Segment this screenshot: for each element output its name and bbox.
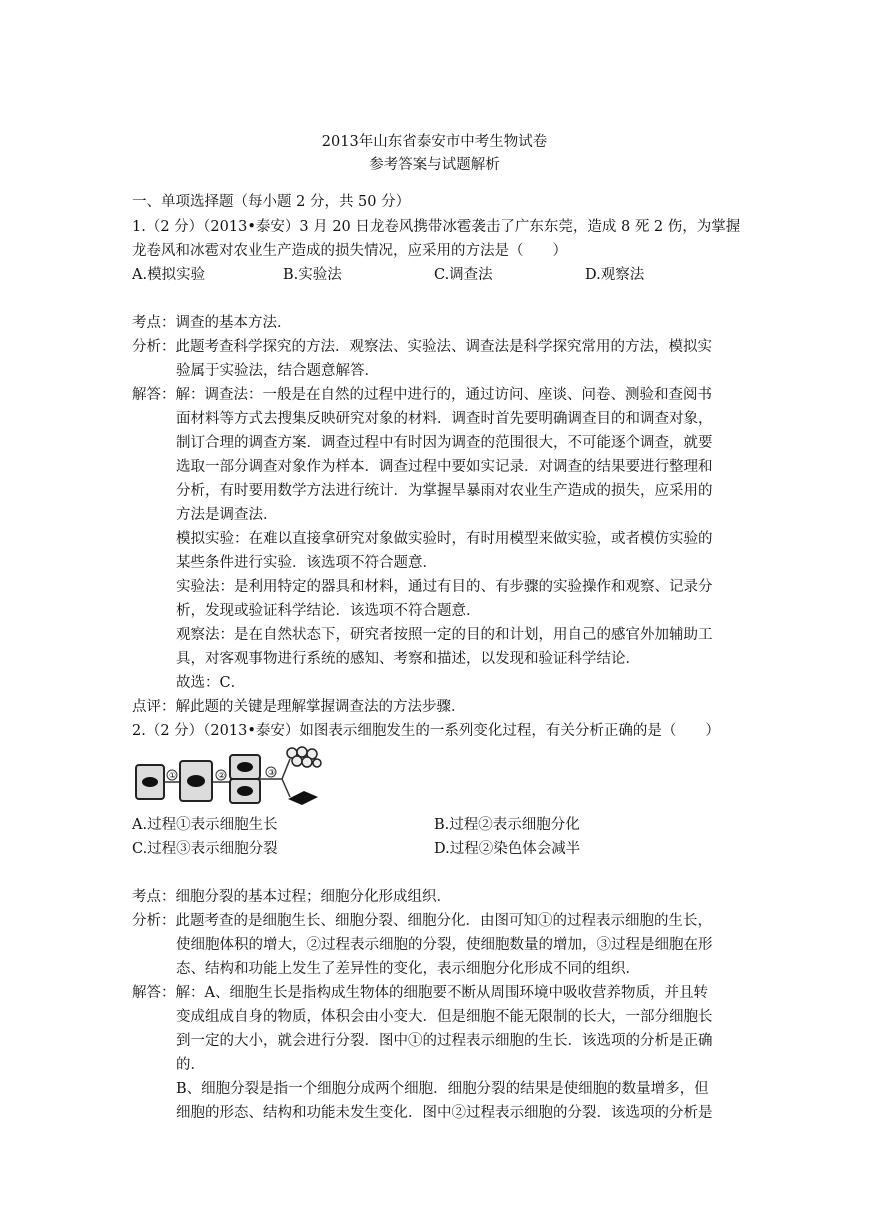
q1-option-d: D.观察法 (585, 267, 645, 283)
process-label-1: ① (169, 771, 177, 780)
q2-fenxi-line: 使细胞体积的增大，②过程表示细胞的分裂，使细胞数量的增加，③过程是细胞在形 (176, 937, 713, 953)
process-label-2: ② (218, 771, 226, 780)
q2-fenxi-line: 态、结构和功能上发生了差异性的变化，表示细胞分化形成不同的组织． (176, 961, 640, 977)
q2-jieda-line: 细胞的形态、结构和功能未发生变化．图中②过程表示细胞的分裂．该选项的分析是 (176, 1105, 713, 1121)
q2-jieda-line: B、细胞分裂是指一个细胞分成两个细胞．细胞分裂的结果是使细胞的数量增多，但 (176, 1081, 709, 1097)
q1-fenxi-line: 分析：此题考查科学探究的方法．观察法、实验法、调查法是科学探究常用的方法，模拟实 (132, 339, 712, 355)
q1-stem-line: 1.（2 分）（2013•泰安）3 月 20 日龙卷风携带冰雹袭击了广东东莞，造成 8 死 2 伤，为掌握 (132, 219, 741, 235)
q1-jieda-line: 观察法：是在自然状态下，研究者按照一定的目的和计划，用自己的感官外加辅助工 (176, 627, 713, 643)
q1-jieda-line: 具，对客观事物进行系统的感知、考察和描述，以发现和验证科学结论． (176, 651, 640, 667)
q1-jieda-line: 分析，有时要用数学方法进行统计．为掌握旱暴雨对农业生产造成的损失，应采用的 (176, 483, 713, 499)
q1-option-a: A.模拟实验 (132, 267, 206, 283)
q1-jieda-line: 析，发现或验证科学结论．该选项不符合题意． (176, 603, 481, 619)
doc-subtitle: 参考答案与试题解析 (369, 157, 500, 173)
q2-fenxi-line: 分析：此题考查的是细胞生长、细胞分裂、细胞分化．由图可知①的过程表示细胞的生长， (132, 913, 712, 929)
q1-fenxi-line: 验属于实验法，结合题意解答． (176, 363, 379, 379)
q2-option-a: A.过程①表示细胞生长 (132, 817, 278, 833)
q2-option-c: C.过程③表示细胞分裂 (132, 841, 278, 857)
q1-dianping: 点评：解此题的关键是理解掌握调查法的方法步骤． (132, 699, 466, 715)
tissue-cluster-icon (287, 747, 321, 767)
q1-jieda-line: 面材料等方式去搜集反映研究对象的材料．调查时首先要明确调查目的和调查对象， (176, 411, 713, 427)
q2-kaodian: 考点：细胞分裂的基本过程；细胞分化形成组织． (132, 889, 451, 905)
q1-jieda-line: 解答：解：调查法：一般是在自然的过程中进行的，通过访问、座谈、问卷、测验和查阅书 (132, 387, 712, 403)
q2-stem: 2.（2 分）（2013•泰安）如图表示细胞发生的一系列变化过程，有关分析正确的是（ ） (132, 723, 720, 739)
q1-jieda-line: 制订合理的调查方案．调查过程中有时因为调查的范围很大，不可能逐个调查，就要 (176, 435, 713, 451)
q1-jieda-line: 某些条件进行实验．该选项不符合题意． (176, 555, 437, 571)
q2-jieda-line: 到一定的大小，就会进行分裂．图中①的过程表示细胞的生长．该选项的分析是正确 (176, 1033, 713, 1049)
q2-option-b: B.过程②表示细胞分化 (434, 817, 580, 833)
q1-jieda-line: 模拟实验：在难以直接拿研究对象做实验时，有时用模型来做实验，或者模仿实验的 (176, 531, 713, 547)
q1-jieda-line: 选取一部分调查对象作为样本．调查过程中要如实记录．对调查的结果要进行整理和 (176, 459, 713, 475)
process-label-3: ③ (268, 768, 276, 777)
q2-jieda-line: 变成组成自身的物质，体积会由小变大．但是细胞不能无限制的长大，一部分细胞长 (176, 1009, 713, 1025)
nucleus-icon (237, 762, 253, 772)
tissue-block-icon (288, 791, 318, 805)
cell-process-diagram (132, 745, 322, 807)
section-heading: 一、单项选择题（每小题 2 分，共 50 分） (132, 194, 411, 210)
q1-option-b: B.实验法 (283, 267, 342, 283)
nucleus-icon (142, 777, 158, 787)
q2-option-d: D.过程②染色体会减半 (434, 841, 581, 857)
nucleus-icon (187, 775, 205, 787)
q1-jieda-line: 故选：C． (176, 675, 246, 691)
q1-kaodian: 考点：调查的基本方法． (132, 315, 292, 331)
q2-jieda-line: 解答：解：A、细胞生长是指构成生物体的细胞要不断从周围环境中吸收营养物质，并且转 (132, 985, 708, 1001)
q1-jieda-line: 实验法：是利用特定的器具和材料，通过有目的、有步骤的实验操作和观察、记录分 (176, 579, 713, 595)
doc-title: 2013年山东省泰安市中考生物试卷 (321, 134, 548, 150)
nucleus-icon (237, 786, 253, 796)
q1-stem-line: 龙卷风和冰雹对农业生产造成的损失情况，应采用的方法是（ ） (132, 243, 567, 259)
q2-jieda-line: 的． (176, 1057, 205, 1073)
q1-option-c: C.调查法 (434, 267, 493, 283)
q1-jieda-line: 方法是调查法． (176, 507, 278, 523)
